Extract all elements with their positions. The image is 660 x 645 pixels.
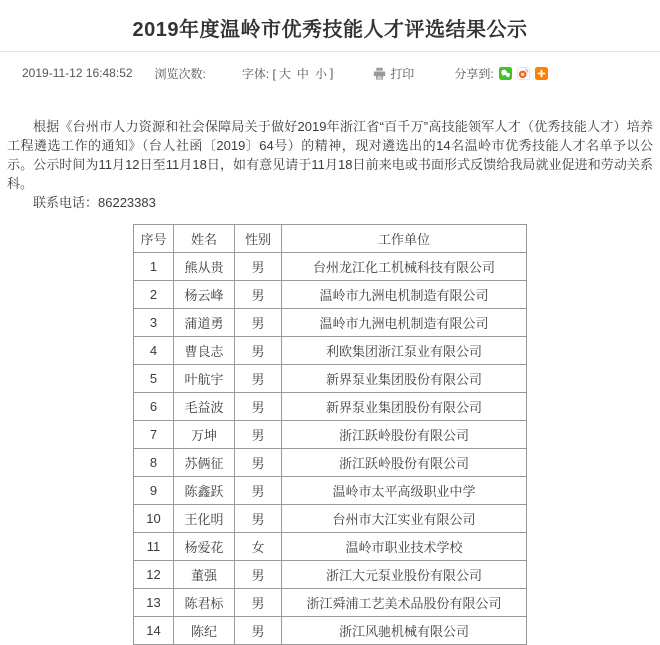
column-header-no: 序号 (134, 225, 174, 253)
table-row (134, 281, 527, 309)
table-cell-name: 叶航宇 (174, 365, 235, 393)
table-cell-unit: 浙江跃岭股份有限公司 (282, 421, 527, 449)
table-row (134, 561, 527, 589)
table-cell-unit: 温岭市太平高级职业中学 (282, 477, 527, 505)
weibo-icon[interactable] (517, 67, 530, 80)
table-row (134, 533, 527, 561)
wechat-icon[interactable] (499, 67, 512, 80)
table-cell-no: 7 (134, 421, 174, 449)
page-title: 2019年度温岭市优秀技能人才评选结果公示 (132, 19, 528, 41)
table-cell-gender: 男 (235, 449, 282, 477)
table-cell-gender: 男 (235, 393, 282, 421)
table-cell-unit: 台州龙江化工机械科技有限公司 (282, 253, 527, 281)
table-cell-unit: 新界泵业集团股份有限公司 (282, 393, 527, 421)
table-cell-gender: 男 (235, 617, 282, 645)
table-cell-no: 4 (134, 337, 174, 365)
table-cell-gender: 男 (235, 561, 282, 589)
print-label: 打印 (390, 66, 415, 81)
table-cell-gender: 男 (235, 309, 282, 337)
table-row (134, 449, 527, 477)
table-row (134, 505, 527, 533)
meta-bar (0, 58, 660, 88)
table-row (134, 253, 527, 281)
table-cell-unit: 温岭市职业技术学校 (282, 533, 527, 561)
table-row (134, 421, 527, 449)
contact-phone: 联系电话：86223383 (33, 195, 156, 210)
table-cell-gender: 男 (235, 477, 282, 505)
table-cell-name: 苏俩征 (174, 449, 235, 477)
table-cell-gender: 女 (235, 533, 282, 561)
table-cell-gender: 男 (235, 337, 282, 365)
table-row (134, 477, 527, 505)
table-cell-no: 1 (134, 253, 174, 281)
more-share-icon[interactable] (535, 67, 548, 80)
table-cell-no: 14 (134, 617, 174, 645)
table-cell-no: 3 (134, 309, 174, 337)
table-cell-unit: 浙江跃岭股份有限公司 (282, 449, 527, 477)
table-row (134, 365, 527, 393)
table-cell-name: 董强 (174, 561, 235, 589)
table-cell-no: 10 (134, 505, 174, 533)
table-cell-name: 杨云峰 (174, 281, 235, 309)
table-cell-unit: 浙江舜浦工艺美术品股份有限公司 (282, 589, 527, 617)
table-cell-unit: 浙江大元泵业股份有限公司 (282, 561, 527, 589)
table-cell-no: 9 (134, 477, 174, 505)
column-header-name: 姓名 (174, 225, 235, 253)
table-row (134, 309, 527, 337)
share-label: 分享到: (454, 66, 494, 81)
table-cell-name: 陈鑫跃 (174, 477, 235, 505)
column-header-gender: 性别 (235, 225, 282, 253)
title-bar (0, 0, 660, 51)
table-cell-no: 5 (134, 365, 174, 393)
table-cell-no: 13 (134, 589, 174, 617)
table-cell-gender: 男 (235, 281, 282, 309)
view-count-label: 浏览次数: (154, 66, 206, 81)
column-header-unit: 工作单位 (282, 225, 527, 253)
table-cell-unit: 新界泵业集团股份有限公司 (282, 365, 527, 393)
table-cell-name: 王化明 (174, 505, 235, 533)
table-cell-no: 2 (134, 281, 174, 309)
table-cell-gender: 男 (235, 589, 282, 617)
table-row (134, 393, 527, 421)
share-bar (454, 65, 547, 82)
font-size-small[interactable]: 小 (314, 66, 327, 81)
table-cell-no: 6 (134, 393, 174, 421)
font-size-large[interactable]: 大 (278, 66, 291, 81)
table-cell-gender: 男 (235, 505, 282, 533)
font-size-medium[interactable]: 中 (296, 66, 309, 81)
table-cell-name: 万坤 (174, 421, 235, 449)
table-cell-no: 11 (134, 533, 174, 561)
table-cell-gender: 男 (235, 365, 282, 393)
font-size-label: 字体: [ (241, 66, 276, 81)
table-row (134, 337, 527, 365)
table-cell-unit: 浙江风驰机械有限公司 (282, 617, 527, 645)
print-button[interactable] (373, 65, 414, 82)
printer-icon (373, 67, 386, 80)
table-header-row (134, 225, 527, 253)
table-cell-name: 陈君标 (174, 589, 235, 617)
table-cell-gender: 男 (235, 421, 282, 449)
table-cell-unit: 温岭市九洲电机制造有限公司 (282, 309, 527, 337)
table-cell-unit: 利欧集团浙江泵业有限公司 (282, 337, 527, 365)
table-cell-unit: 台州市大江实业有限公司 (282, 505, 527, 533)
font-size-control (242, 65, 333, 82)
table-row (134, 589, 527, 617)
table-cell-no: 12 (134, 561, 174, 589)
table-cell-name: 陈纪 (174, 617, 235, 645)
table-cell-name: 蒲道勇 (174, 309, 235, 337)
table-cell-name: 曹良志 (174, 337, 235, 365)
table-cell-name: 熊从贵 (174, 253, 235, 281)
table-cell-name: 杨爱花 (174, 533, 235, 561)
announcement-paragraph: 根据《台州市人力资源和社会保障局关于做好2019年浙江省“百千万”高技能领军人才（优秀技能人才）培养工程遴选工作的通知》（台人社函〔2019〕64号）的精神，现对遴选出的14名温岭市优秀技能人才名单予以公示。公示时间为11月12日至11月18日，如有意见请于11月18日前来电或书面形式反馈给我局就业促进和劳动关系科。 (7, 119, 653, 191)
results-table-body (134, 253, 527, 645)
table-cell-name: 毛益波 (174, 393, 235, 421)
table-cell-no: 8 (134, 449, 174, 477)
table-row (134, 617, 527, 645)
font-size-label-close: ] (329, 66, 334, 80)
table-cell-gender: 男 (235, 253, 282, 281)
divider (0, 51, 660, 52)
results-table (133, 224, 527, 645)
publish-date: 2019-11-12 16:48:52 (22, 66, 133, 80)
table-cell-unit: 温岭市九洲电机制造有限公司 (282, 281, 527, 309)
announcement-body (7, 117, 653, 212)
